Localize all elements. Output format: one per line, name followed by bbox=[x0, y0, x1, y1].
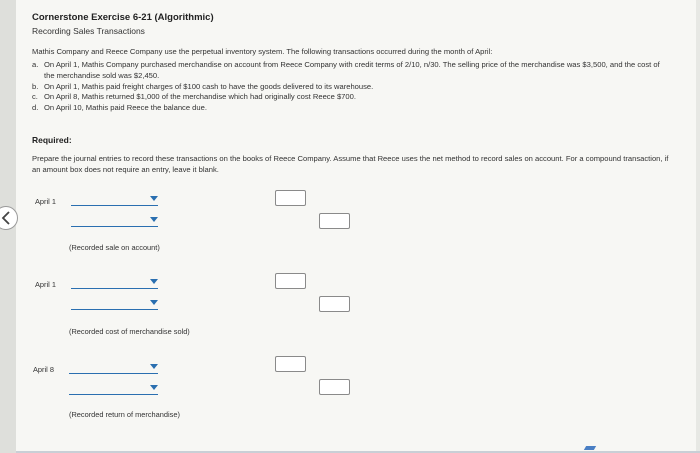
problem-intro: Mathis Company and Reece Company use the perpetual inventory system. The following transactions occurred during the month of April: bbox=[32, 47, 493, 56]
debit-amount-input[interactable] bbox=[275, 273, 306, 289]
debit-amount-input[interactable] bbox=[275, 356, 306, 372]
entry-date: April 1 bbox=[35, 280, 56, 289]
chevron-down-icon bbox=[150, 364, 158, 369]
chevron-down-icon bbox=[150, 279, 158, 284]
entry-note: (Recorded return of merchandise) bbox=[69, 410, 180, 419]
account-select-credit[interactable] bbox=[69, 383, 158, 395]
entry-date: April 1 bbox=[35, 197, 56, 206]
item-letter: b. bbox=[32, 81, 39, 91]
credit-amount-input[interactable] bbox=[319, 213, 350, 229]
chevron-left-icon bbox=[0, 211, 12, 225]
chevron-down-icon bbox=[150, 196, 158, 201]
entry-note: (Recorded cost of merchandise sold) bbox=[69, 327, 190, 336]
chevron-down-icon bbox=[150, 217, 158, 222]
chevron-down-icon bbox=[150, 385, 158, 390]
entry-note: (Recorded sale on account) bbox=[69, 243, 160, 252]
instructions-text: Prepare the journal entries to record these transactions on the books of Reece Company. Assume that Reece uses the net method to record sales on account. For a compound transaction, if an amount box does not require an entry, leave it blank. bbox=[32, 154, 669, 174]
list-item bbox=[32, 103, 672, 114]
item-text: On April 8, Mathis returned $1,000 of the merchandise which had originally cost Reece $700. bbox=[44, 92, 356, 102]
item-letter: d. bbox=[32, 103, 39, 113]
account-select-credit[interactable] bbox=[71, 298, 158, 310]
account-select-credit[interactable] bbox=[71, 215, 158, 227]
account-select-debit[interactable] bbox=[71, 277, 158, 289]
exercise-subtitle: Recording Sales Transactions bbox=[32, 26, 145, 36]
item-letter: c. bbox=[32, 92, 38, 102]
transaction-list bbox=[32, 60, 672, 114]
list-item bbox=[32, 60, 672, 82]
item-text: On April 1, Mathis paid freight charges of $100 cash to have the goods delivered to its warehouse. bbox=[44, 81, 374, 91]
item-text: On April 1, Mathis Company purchased merchandise on account from Reece Company with credit terms of 2/10, n/30. The selling price of the merchandise was $3,500, and the cost of the merchandise sold was $2,450. bbox=[44, 60, 660, 80]
credit-amount-input[interactable] bbox=[319, 379, 350, 395]
item-letter: a. bbox=[32, 60, 39, 69]
account-select-debit[interactable] bbox=[71, 194, 158, 206]
chevron-down-icon bbox=[150, 300, 158, 305]
list-item bbox=[32, 82, 672, 93]
account-select-debit[interactable] bbox=[69, 362, 158, 374]
exercise-title: Cornerstone Exercise 6-21 (Algorithmic) bbox=[32, 12, 214, 23]
list-item bbox=[32, 92, 672, 103]
credit-amount-input[interactable] bbox=[319, 296, 350, 312]
required-heading: Required: bbox=[32, 135, 72, 145]
debit-amount-input[interactable] bbox=[275, 190, 306, 206]
problem-card bbox=[16, 0, 696, 453]
item-text: On April 10, Mathis paid Reece the balance due. bbox=[44, 103, 207, 113]
entry-date: April 8 bbox=[33, 365, 54, 374]
